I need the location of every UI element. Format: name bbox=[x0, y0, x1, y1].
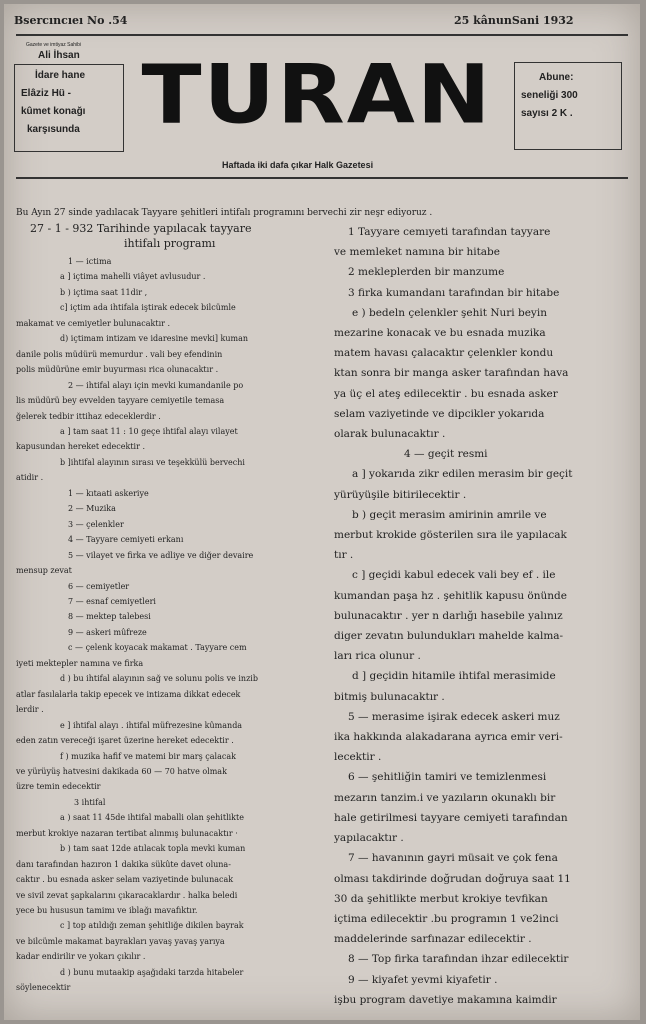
right-column bbox=[334, 222, 630, 1010]
owner-name: Ali İhsan bbox=[38, 50, 80, 61]
text-line: c ] top atıldığı zeman şehitliğe dikilen bayrak bbox=[60, 921, 244, 931]
text-line: lerdir . bbox=[16, 705, 44, 715]
text-line: ika hakkında alakadarana ayrıca emir veri- bbox=[334, 731, 563, 744]
text-line: e ) bedeln çelenkler şehit Nuri beyin bbox=[352, 306, 547, 319]
text-line: eden zatın vereceği işaret üzerine hereket edecektir . bbox=[16, 736, 234, 746]
text-line: mensup zevat bbox=[16, 566, 72, 576]
text-line: mezarine konacak ve bu esnada muzika bbox=[334, 327, 546, 340]
text-line: kadar endirilir ve yokarı çıkılır . bbox=[16, 952, 146, 962]
text-line: bitmiş bulunacaktır . bbox=[334, 690, 445, 703]
text-line: d ) bunu mutaakip aşağıdaki tarzda hitabeler bbox=[60, 967, 244, 977]
text-line: 8 — mektep talebesi bbox=[68, 612, 151, 622]
text-line: olarak bulunacaktır . bbox=[334, 428, 446, 441]
text-line: danile polis müdürü memurdur . vali bey efendinin bbox=[16, 349, 223, 359]
address-line: Elâziz Hü - bbox=[21, 88, 72, 99]
text-line: kumandan paşa hz . şehitlik kapusu önünde bbox=[334, 589, 567, 602]
text-line: 2 — ihtifal alayı için mevki kumandanile po bbox=[68, 380, 244, 390]
right-lines bbox=[334, 222, 630, 1010]
text-line: d ) bu ihtifal alayının sağ ve solunu polis ve inzib bbox=[60, 674, 258, 684]
text-line: f ) muzika hafif ve matemi bir marş çalacak bbox=[60, 751, 236, 761]
text-line: a ) saat 11 45de ihtifal maballi olan şehitlikte bbox=[60, 813, 244, 823]
text-line: 2 mekleplerden bir manzume bbox=[348, 266, 505, 279]
address-line: kûmet konağı bbox=[21, 106, 86, 117]
text-line: b ]ihtifal alayının sırası ve teşekkülü bervechi bbox=[60, 457, 245, 467]
issue-date: 25 kânunSani 1932 bbox=[454, 14, 574, 27]
address-box bbox=[14, 64, 124, 152]
header-rule bbox=[16, 177, 628, 179]
text-line: ya üç el ateş edilecektir . bu esnada asker bbox=[334, 387, 558, 400]
text-line: polis müdürüne emir buyurması rica olunacaktır . bbox=[16, 365, 219, 375]
text-line: 9 — kiyafet yevmi kiyafetir . bbox=[348, 973, 498, 986]
text-line: söylenecektir bbox=[16, 983, 71, 993]
text-line: 7 — havanının gayri müsait ve çok fena bbox=[348, 852, 558, 865]
text-line: c — çelenk koyacak makamat . Tayyare cem bbox=[68, 643, 247, 653]
text-line: üzre temin edecektir bbox=[16, 782, 101, 792]
owner-caption: Gazete ve imtiyaz Sahibi bbox=[26, 42, 82, 48]
text-line: ve bilcümle makamat bayrakları yavaş yavaş yarıya bbox=[16, 936, 225, 946]
text-line: ve yürüyüş hatvesini dakikada 60 — 70 hatve olmak bbox=[16, 766, 227, 776]
text-line: 8 — Top firka tarafından ihzar edilecektir bbox=[348, 953, 569, 966]
text-line: selam vaziyetinde ve dipcikler yokarıda bbox=[334, 407, 545, 420]
address-line: İdare hane bbox=[35, 70, 86, 81]
text-line: ve memleket namına bir hitabe bbox=[334, 246, 500, 259]
text-line: a ] yokarıda zikr edilen merasim bir geçit bbox=[352, 468, 573, 481]
text-line: kapusundan hereket edecektir . bbox=[16, 442, 146, 452]
text-line: b ) içtima saat 11dir , bbox=[60, 287, 148, 297]
text-line: c] içtim ada ihtifala iştirak edecek bilcümle bbox=[60, 303, 236, 313]
address-line: karşısunda bbox=[27, 124, 80, 135]
text-line: matem havası çalacaktır çelenkler kondu bbox=[334, 347, 554, 360]
text-line: 4 — geçit resmi bbox=[404, 448, 488, 461]
text-line: 3 ihtifal bbox=[74, 797, 106, 807]
text-line: 7 — esnaf cemiyetleri bbox=[68, 596, 156, 606]
text-line: 5 — merasime işirak edecek askeri muz bbox=[348, 710, 560, 723]
text-line: maddelerinde sarfınazar edilecektir . bbox=[334, 933, 532, 946]
text-line: caktır . bu esnada asker selam vaziyetinde bulunacak bbox=[16, 875, 234, 885]
text-line: ları rica olunur . bbox=[334, 650, 421, 663]
masthead-title: TURAN bbox=[141, 47, 493, 142]
subscription-line: sayısı 2 K . bbox=[521, 108, 573, 119]
subscription-line: Abune: bbox=[539, 72, 574, 83]
text-line: olması takdirinde doğrudan doğruya saat 11 bbox=[334, 872, 571, 885]
text-line: c ] geçidi kabul edecek vali bey ef . ile bbox=[352, 569, 556, 582]
text-line: 1 — ictima bbox=[68, 257, 112, 266]
text-line: d ] geçidin hitamile ihtifal merasimide bbox=[352, 670, 556, 683]
left-column bbox=[16, 222, 326, 996]
text-line: 6 — cemiyetler bbox=[68, 581, 130, 591]
top-rule bbox=[16, 34, 628, 36]
text-line: atlar fasılalarla takip epecek ve intizama dikkat edecek bbox=[16, 689, 241, 699]
text-line: danı tarafından hazıron 1 dakika sükûte davet oluna- bbox=[16, 859, 231, 869]
text-line: 6 — şehitliğin tamiri ve temizlenmesi bbox=[348, 771, 547, 784]
text-line: 30 da şehitlikte merbut krokiye tevfikan bbox=[334, 892, 548, 905]
subscription-box bbox=[514, 62, 622, 150]
text-line: ğelerek tedbir ittihaz edeceklerdir . bbox=[16, 411, 161, 421]
text-line: yece bu hususun tamimı ve iblağı mavafıktır. bbox=[16, 906, 198, 916]
text-line: 1 — kıtaati askeriye bbox=[68, 488, 149, 498]
text-line: d) içtimam intizam ve idaresine mevki] kuman bbox=[60, 334, 248, 344]
text-line: 1 Tayyare cemıyeti tarafından tayyare bbox=[348, 226, 551, 238]
left-heading: ihtifalı programı bbox=[124, 237, 216, 250]
text-line: 3 firka kumandanı tarafından bir hitabe bbox=[348, 286, 560, 299]
text-line: yapılacaktır . bbox=[334, 832, 404, 845]
text-line: b ) tam saat 12de atılacak topla mevki kuman bbox=[60, 844, 246, 854]
text-line: a ] tam saat 11 : 10 geçe ihtifal alayı vilayet bbox=[60, 426, 238, 436]
text-line: lis müdürü bey evvelden tayyare cemiyetile temasa bbox=[16, 396, 225, 406]
text-line: ktan sonra bir manga asker tarafından hava bbox=[334, 367, 569, 380]
text-line: işbu program davetiye makamına kaimdir bbox=[334, 993, 557, 1006]
text-line: diger zevatın bulundukları mahelde kalma- bbox=[334, 630, 564, 643]
issue-number: Bsercıncıeı No .54 bbox=[14, 14, 128, 27]
article-intro: Bu Ayın 27 sinde yadılacak Tayyare şehitleri intifalı programını bervechi zir neşr ediyoruz . bbox=[16, 208, 433, 218]
text-line: iyeti mektepler namına ve firka bbox=[16, 658, 144, 668]
text-line: merbut krokide gösterilen sıra ile yapılacak bbox=[334, 529, 567, 542]
text-line: mezarın tanzim.i ve yazıların okunaklı bir bbox=[334, 791, 556, 804]
text-line: ve sivil zevat şapkalarını çıkaracaklardır . halka beledi bbox=[16, 890, 238, 900]
text-line: atidir . bbox=[16, 473, 44, 483]
slogan: Haftada iki dafa çıkar Halk Gazetesi bbox=[222, 160, 374, 170]
text-line: 4 — Tayyare cemiyeti erkanı bbox=[68, 535, 184, 545]
text-line: b ) geçit merasim amirinin amrile ve bbox=[352, 508, 547, 521]
text-line: yürüyüşile bitirilecektir . bbox=[334, 488, 467, 501]
text-line: 3 — çelenkler bbox=[68, 519, 124, 529]
text-line: 9 — askeri mûfreze bbox=[68, 627, 147, 637]
left-heading: 27 - 1 - 932 Tarihinde yapılacak tayyare bbox=[30, 222, 252, 235]
text-line: içtima edilecektir .bu programın 1 ve2inci bbox=[334, 912, 559, 925]
newspaper-page bbox=[4, 4, 640, 1020]
text-line: makamat ve cemiyetler bulunacaktır . bbox=[16, 318, 171, 328]
left-lines bbox=[16, 254, 326, 996]
text-line: a ] içtima mahelli viâyet avlusudur . bbox=[60, 272, 206, 282]
text-line: 2 — Muzika bbox=[68, 504, 116, 514]
text-line: merbut krokiye nazaran tertibat alınmış bulunacaktır · bbox=[16, 828, 238, 838]
text-line: tır . bbox=[334, 549, 354, 562]
subscription-line: seneliği 300 bbox=[521, 90, 578, 101]
text-line: e ] ihtifal alayı . ihtifal müfrezesine kûmanda bbox=[60, 720, 243, 730]
text-line: bulunacaktır . yer n darlığı hasebile yalınız bbox=[334, 609, 563, 622]
text-line: lecektir . bbox=[334, 751, 382, 764]
text-line: hale getirilmesi tayyare cemiyeti tarafından bbox=[334, 811, 568, 824]
text-line: 5 — vilayet ve firka ve adliye ve diğer devaire bbox=[68, 550, 254, 560]
